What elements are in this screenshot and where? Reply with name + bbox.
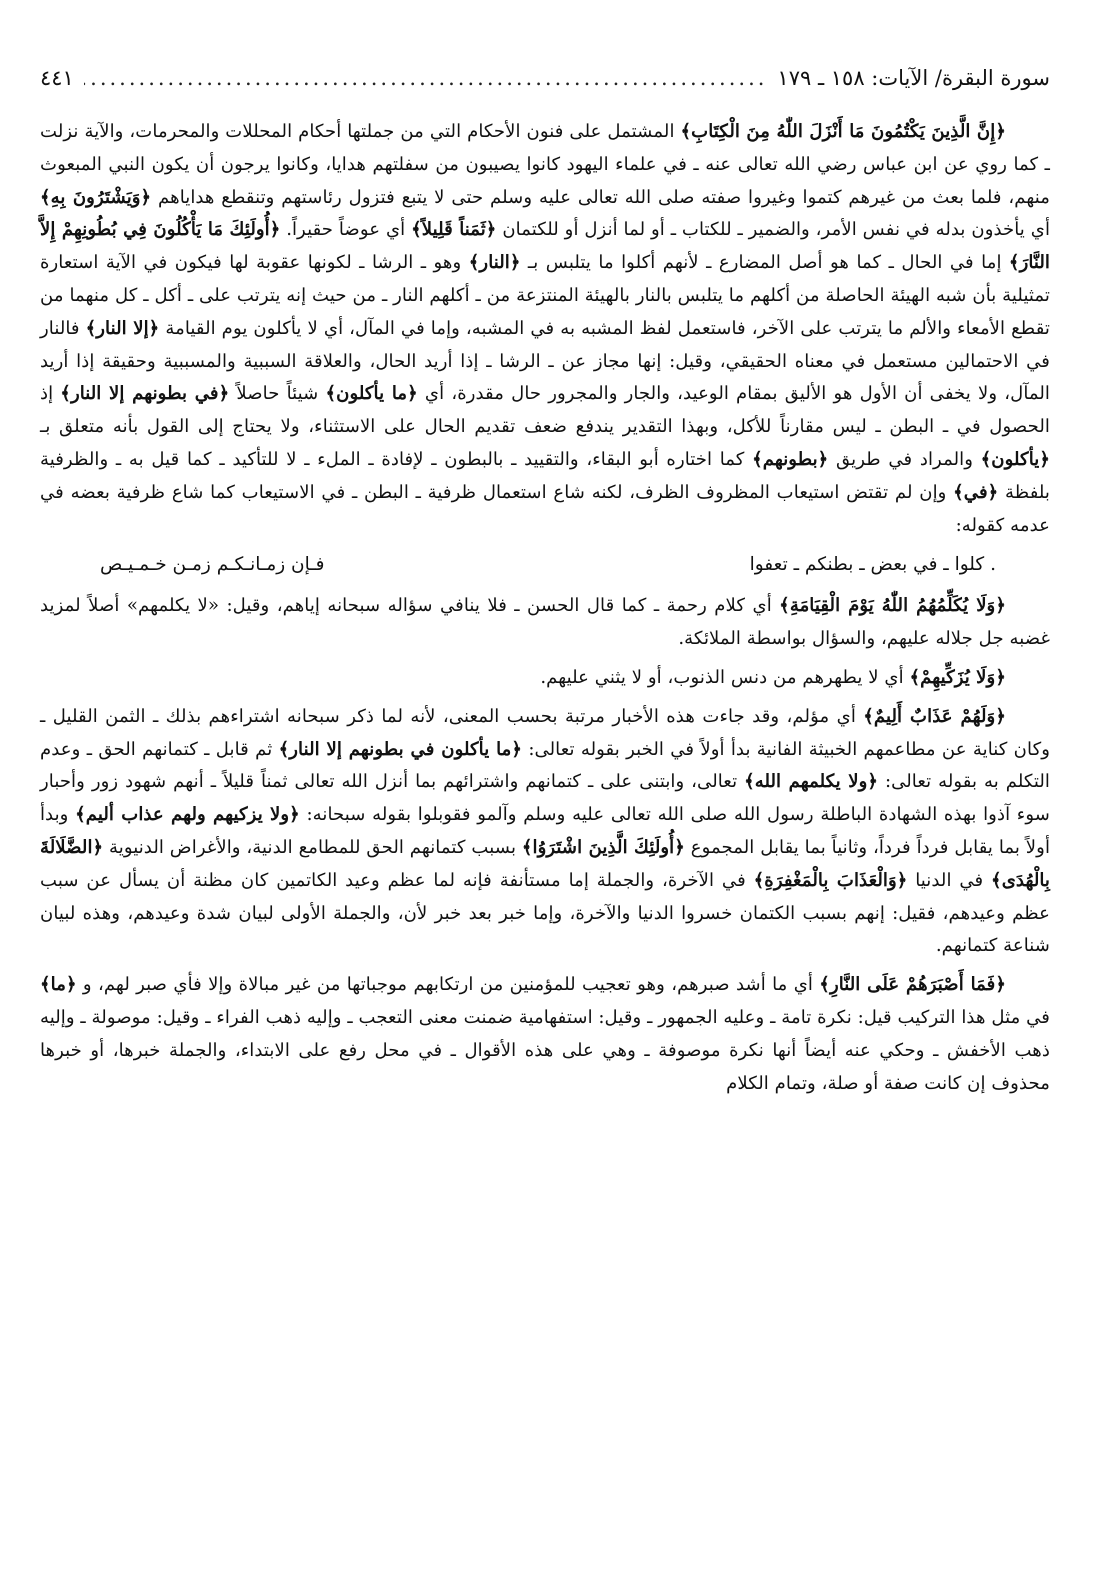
- quran-quote: ﴿وَلَا يُكَلِّمُهُمُ اللّٰهُ يَوْمَ الْقِيَامَةِ﴾: [779, 595, 1007, 617]
- running-header: [40, 58, 1050, 98]
- leader-dots: [84, 58, 768, 98]
- commentary-text: أي يأخذون بدله في نفس الأمر، والضمير ـ للكتاب ـ أو لما أنزل أو للكتمان: [496, 219, 1051, 241]
- quran-quote: ﴿الضَّلَالَةَ بِالْهُدَى﴾: [40, 836, 1050, 891]
- quran-quote: ﴿إِنَّ الَّذِينَ يَكْتُمُونَ مَا أَنْزَلَ اللّٰهُ مِنَ الْكِتَابِ﴾: [680, 121, 1006, 142]
- quran-quote: ﴿فَمَا أَصْبَرَهُمْ عَلَى النَّارِ﴾: [819, 974, 1006, 996]
- commentary-text: أي عوضاً حقيراً.: [280, 219, 412, 241]
- quran-quote: ﴿بطونهم﴾: [752, 448, 829, 470]
- commentary-text: أي ما أشد صبرهم، وهو تعجيب للمؤمنين من ارتكابهم موجباتها من غير مبالاة وإلا فأي صبر لهم، و: [76, 974, 820, 996]
- page-number: ٤٤١: [40, 66, 74, 90]
- commentary-text: أي كلام رحمة ـ كما قال الحسن ـ فلا ينافي سؤاله سبحانه إياهم، وقيل: «لا يكلمهم» أصلاً لمزيد غضبه جل جلاله عليهم، والسؤال بواسطة الملائكة.: [40, 595, 1050, 650]
- commentary-text: كما اختاره أبو البقاء، والتقييد ـ بالبطون ـ لإفادة ـ الملء ـ لا للتأكيد ـ كما قيل به ـ والظرفية بلفظة: [40, 448, 1050, 503]
- commentary-text: بسبب كتمانهم الحق للمطامع الدنية، والأغراض الدنيوية: [103, 836, 522, 858]
- commentary-text: في الدنيا: [907, 869, 992, 891]
- quran-quote: ﴿ما﴾: [40, 974, 77, 996]
- commentary-text: شيئاً حاصلاً: [229, 383, 326, 405]
- commentary-text: أي لا يطهرهم من دنس الذنوب، أو لا يثني عليهم.: [540, 666, 910, 688]
- quran-quote: ﴿يأكلون﴾: [980, 448, 1050, 470]
- quran-quote: ﴿أُولَئِكَ مَا يَأْكُلُونَ فِي بُطُونِهِمْ إِلاَّ النَّارَ﴾: [40, 219, 1050, 274]
- commentary-text: المشتمل على فنون الأحكام التي من جملتها أحكام المحللات والمحرمات، والآية نزلت ـ كما روي عن ابن عباس رضي الله تعالى عنه ـ في علماء اليهود كانوا يصيبون من سفلتهم هدايا، وكانوا يرجون أن يكون النبي المبعوث منهم، فلما بعث من غيرهم كتموا وغيروا صفته صلى الله تعالى عليه وسلم حتى لا يتبع فتزول رئاستهم وتنقطع هداياهم: [40, 121, 1050, 208]
- commentary-text: وهو ـ الرشا ـ لكونها عقوبة لها فيكون في الآية استعارة تمثيلية بأن شبه الهيئة الحاصلة من أكلهم ما يتلبس بالنار بالهيئة المنتزعة من ـ أكلهم النار ـ من حيث إنه يترتب على ـ أكل ـ كل منهما من تقطع الأمعاء والألم ما يترتب على الآخر، فاستعمل لفظ المشبه به في المشبه، وإما في المآل، أي لا يأكلون يوم القيامة: [40, 252, 1050, 339]
- verse-hemistich-first: . كلوا ـ في بعض ـ بطنكم ـ تعفوا: [749, 554, 996, 576]
- quran-quote: ﴿ما يأكلون﴾: [325, 383, 418, 405]
- quran-quote: ﴿في﴾: [953, 481, 999, 503]
- commentary-text: ثم قابل ـ كتمانهم الحق ـ وعدم التكلم به بقوله تعالى:: [40, 738, 1050, 793]
- quran-quote: ﴿إلا النار﴾: [85, 317, 160, 339]
- quran-quote: ﴿وَالْعَذَابَ بِالْمَغْفِرَةِ﴾: [753, 869, 908, 891]
- quran-quote: ﴿وَيَشْتَرُونَ بِهِ﴾: [40, 186, 152, 208]
- commentary-text: وإن لم تقتض استيعاب المظروف الظرف، لكنه شاع استعمال ظرفية ـ البطن ـ في الاستيعاب كما شاع ظرفية بعضه في عدمه كقوله:: [40, 481, 1050, 536]
- paragraph: [40, 116, 1050, 542]
- commentary-text: فالنار في الاحتمالين مستعمل في معناه الحقيقي، وقيل: إنها مجاز عن ـ الرشا ـ إذا أريد الحال، والعلاقة السببية والمسببية وحقيقة إذا أريد المآل، ولا يخفى أن الأول هو الأليق بمقام الوعيد، والجار والمجرور حال مقدرة، أي: [40, 317, 1050, 405]
- quran-quote: ﴿في بطونهم إلا النار﴾: [60, 383, 230, 405]
- paragraph: [40, 590, 1050, 656]
- quran-quote: ﴿ولا يزكيهم ولهم عذاب أليم﴾: [75, 804, 300, 826]
- verse-hemistich-second: فـإن زمـانـكـم زمـن خـمـيـص: [100, 554, 325, 576]
- quran-quote: ﴿ثَمَناً قَلِيلاً﴾: [411, 219, 497, 241]
- commentary-text: أي مؤلم، وقد جاءت هذه الأخبار مرتبة بحسب المعنى، لأنه لما ذكر سبحانه اشتراءهم بذلك ـ الثمن القليل ـ وكان كناية عن مطاعمهم الخبيثة الفانية بدأ أولاً في الخبر بقوله تعالى:: [40, 705, 1051, 760]
- quran-quote: ﴿ما يأكلون في بطونهم إلا النار﴾: [278, 738, 523, 760]
- surah-title: سورة البقرة/ الآيات: ١٥٨ ـ ١٧٩: [777, 66, 1050, 90]
- quran-quote: ﴿وَلَهُمْ عَذَابٌ أَلِيمٌ﴾: [863, 705, 1006, 727]
- quran-quote: ﴿النار﴾: [468, 252, 521, 274]
- quran-quote: ﴿أُولَئِكَ الَّذِينَ اشْتَرَوُا﴾: [521, 836, 685, 858]
- paragraph: [40, 969, 1050, 1100]
- quran-quote: ﴿ولا يكلمهم الله﴾: [744, 771, 879, 793]
- book-page: [40, 58, 1050, 1558]
- paragraph: [40, 662, 1050, 695]
- page-body: [40, 116, 1050, 1558]
- commentary-text: إذ الحصول في ـ البطن ـ ليس مقارناً للأكل، وبهذا التقدير يندفع ضعف تقديم الحال على الاستثناء، ولا يحتاج إلى القول بأنه متعلق بـ: [40, 383, 1050, 438]
- quran-quote: ﴿وَلَا يُزَكِّيهِمْ﴾: [909, 666, 1006, 688]
- commentary-text: تعالى، وابتنى على ـ كتمانهم واشترائهم بما أنزل الله تعالى ثمناً قليلاً ـ أنهم شهود زور وأحبار سوء آذوا بهذه الشهادة الباطلة رسول الله صلى الله تعالى عليه وسلم وآلمو فقوبلوا بقوله سبحانه:: [40, 771, 1050, 826]
- commentary-text: وبدأ أولاً بما يقابل فرداً فرداً، وثانياً بما يقابل المجموع: [40, 804, 1050, 858]
- commentary-text: في مثل هذا التركيب قيل: نكرة تامة ـ وعليه الجمهور ـ وقيل: استفهامية ضمنت معنى التعجب ـ وإليه ذهب الفراء ـ وقيل: موصولة ـ وإليه ذهب الأخفش ـ وحكي عنه أيضاً أنها نكرة موصوفة ـ وهي على هذه الأقوال ـ في محل رفع على الابتداء، والجملة خبرها، أو خبرها محذوف إن كانت صفة أو صلة، وتمام الكلام: [40, 1006, 1050, 1094]
- commentary-text: إما في الحال ـ كما هو أصل المضارع ـ لأنهم أكلوا ما يتلبس بـ: [520, 252, 1009, 274]
- commentary-text: والمراد في طريق: [828, 448, 981, 470]
- commentary-text: في الآخرة، والجملة إما مستأنفة فإنه لما عظم وعيد الكاتمين كان مظنة أن يسأل عن سبب عظم وعيدهم، فقيل: إنهم بسبب الكتمان خسروا الدنيا والآخرة، وإما خبر بعد خبر لأن، والجملة الأولى لبيان شدة وعيدهم، وهذه لبيان شناعة كتمانهم.: [40, 869, 1050, 957]
- paragraph: [40, 701, 1050, 963]
- poetry-verse: [100, 548, 1040, 582]
